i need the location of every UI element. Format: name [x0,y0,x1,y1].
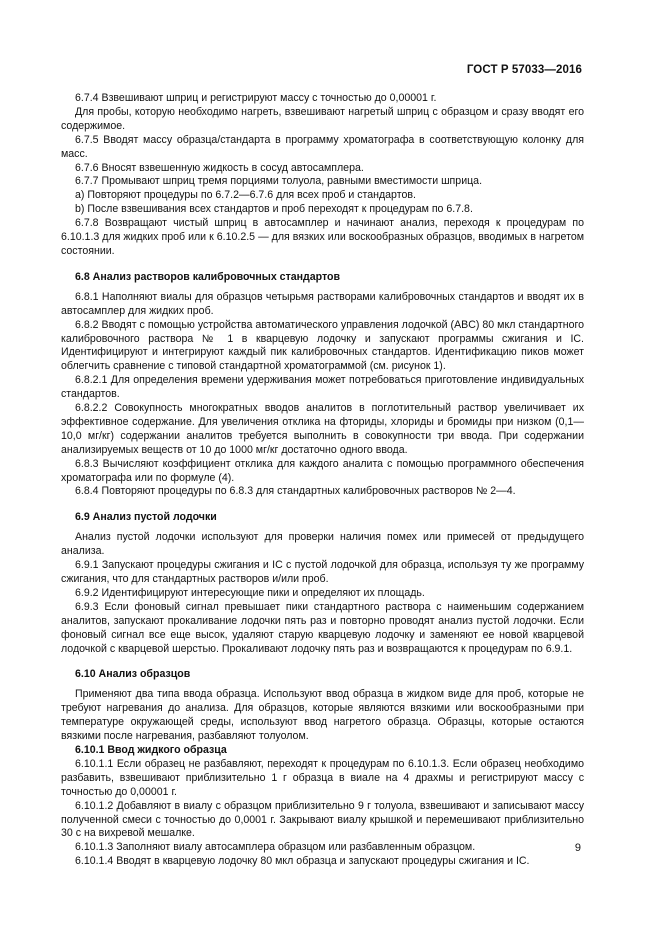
paragraph: 6.7.6 Вносят взвешенную жидкость в сосуд автосамплера. [75,161,364,174]
section-heading: 6.8 Анализ растворов калибровочных стандартов [75,270,341,283]
paragraph: 6.10.1.1 Если образец не разбавляют, переходят к процедурам по 6.10.1.3. Если образец необходимо разбавить, взвешивают приблизительно 1 г образца в виале на 4 драхмы и регистрируют массу с точностью до 0,00001 г. [61,757,584,798]
paragraph: 6.10.1.3 Заполняют виалу автосамплера образцом или разбавленным образцом. [75,841,476,854]
paragraph: 6.8.2.2 Совокупность многократных вводов аналитов в поглотительный раствор увеличивает их эффективное содержание. Для увеличения отклика на фториды, хлориды и бромиды при низком (0,1—10,0 мг/кг) содержании аналитов требуется выполнить в совокупности три ввода. При содержании анализируемых веществ от 10 до 1000 мг/кг достаточно одного ввода. [61,402,584,456]
paragraph: Анализ пустой лодочки используют для проверки наличия помех или примесей от предыдущего анализа. [61,531,584,558]
paragraph: 6.9.3 Если фоновый сигнал превышает пики стандартного раствора с наименьшим содержанием аналитов, запускают прокаливание лодочки пять раз и повторно проводят анализ пустой лодочки. Если фоновый сигнал все еще высок, удаляют старую кварцевую лодочку и заменяют ее новой кварцевой лодочкой с кварцевой шерстью. Прокаливают лодочку пять раз и возвращаются к процедурам по 6.9.1. [61,600,584,655]
paragraph: 6.7.4 Взвешивают шприц и регистрируют массу с точностью до 0,00001 г. [75,92,437,104]
document-body [61,92,584,869]
paragraph: b) После взвешивания всех стандартов и проб переходят к процедурам по 6.7.8. [75,203,473,216]
paragraph: 6.8.3 Вычисляют коэффициент отклика для каждого аналита с помощью программного обеспечения хроматографа или по формуле (4). [61,457,584,484]
paragraph: 6.9.2 Идентифицируют интересующие пики и определяют их площадь. [75,586,425,599]
page-number: 9 [574,842,581,854]
paragraph: Для пробы, которую необходимо нагреть, взвешивают нагретый шприц с образцом и сразу вводят его содержимое. [61,105,584,132]
paragraph: 6.10.1.4 Вводят в кварцевую лодочку 80 мкл образца и запускают процедуры сжигания и IC. [75,855,530,868]
paragraph: 6.7.7 Промывают шприц тремя порциями толуола, равными вместимости шприца. [75,175,483,188]
paragraph: a) Повторяют процедуры по 6.7.2—6.7.6 для всех проб и стандартов. [75,189,416,202]
paragraph: 6.10.1.2 Добавляют в виалу с образцом приблизительно 9 г толуола, взвешивают и записывают массу полученной смеси с точностью до 0,0001 г. Закрывают виалу крышкой и перемешивают приблизительно 30 с на вихревой мешалке. [61,799,584,840]
paragraph: 6.8.4 Повторяют процедуры по 6.8.3 для стандартных калибровочных растворов № 2—4. [75,485,516,498]
paragraph: 6.8.1 Наполняют виалы для образцов четырьмя растворами калибровочных стандартов и вводят их в автосамплер для жидких проб. [61,290,584,317]
paragraph: 6.8.2.1 Для определения времени удерживания может потребоваться приготовление индивидуальных стандартов. [61,374,584,401]
paragraph: Применяют два типа ввода образца. Используют ввод образца в жидком виде для проб, которые не требуют нагревания до анализа. Для образцов, которые являются вязкими или воскообразными при температуре окружающей среды, используют ввод нагретого образца. Образцы, которые остаются вязкими после нагревания, разбавляют толуолом. [61,688,584,743]
paragraph: 6.7.8 Возвращают чистый шприц в автосамплер и начинают анализ, переходя к процедурам по 6.10.1.3 для жидких проб или к 6.10.2.5 — для вязких или воскообразных образцов, вводимых в нагретом состоянии. [61,217,584,257]
paragraph: 6.7.5 Вводят массу образца/стандарта в программу хроматографа в соответствующую колонку для масс. [61,133,584,160]
paragraph: 6.8.2 Вводят с помощью устройства автоматического управления лодочкой (ABC) 80 мкл стандартного калибровочного раствора № 1 в кварцевую лодочку и запускают программы сжигания и IC. Идентифицируют и интегрируют каждый пик калибровочных стандартов. Идентификацию пиков может облегчить сравнение с типовой стандартной хроматограммой (см. рисунок 1). [61,318,584,373]
section-heading: 6.9 Анализ пустой лодочки [75,511,217,524]
section-heading: 6.10 Анализ образцов [75,668,191,681]
document-header: ГОСТ Р 57033—2016 [466,64,582,76]
paragraph: 6.9.1 Запускают процедуры сжигания и IC с пустой лодочкой для образца, используя ту же программу сжигания, что для стандартных растворов и/или проб. [61,559,584,585]
subsection-heading: 6.10.1 Ввод жидкого образца [75,743,227,756]
